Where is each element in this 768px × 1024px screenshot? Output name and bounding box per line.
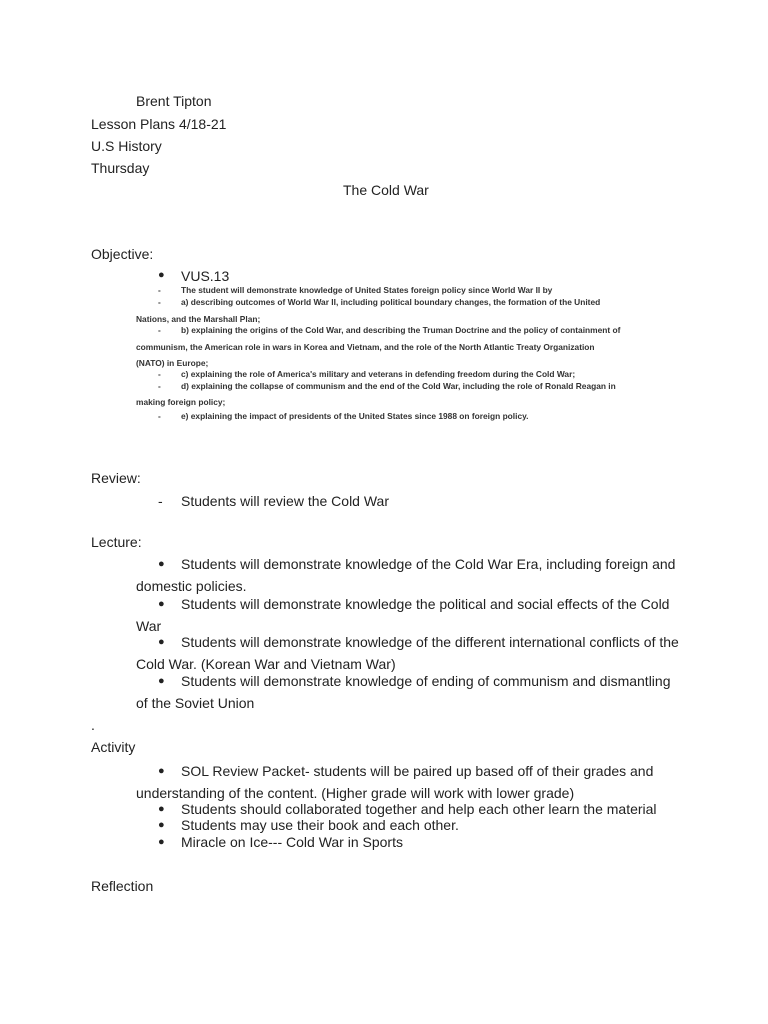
lecture-item: Students will demonstrate knowledge the political and social effects of the Cold xyxy=(181,596,670,612)
lecture-item-continued: War xyxy=(136,618,162,634)
document-title: The Cold War xyxy=(343,182,429,198)
objective-line: d) explaining the collapse of communism and the end of the Cold War, including the role of Ronald Reagan in xyxy=(181,381,616,391)
dash-marker: - xyxy=(158,411,161,421)
bullet-icon: ● xyxy=(158,269,165,281)
activity-item: Students may use their book and each other. xyxy=(181,817,459,833)
bullet-icon: ● xyxy=(158,675,165,687)
lecture-item-continued: domestic policies. xyxy=(136,578,247,594)
dash-marker: - xyxy=(158,285,161,295)
lecture-item: Students will demonstrate knowledge of the different international conflicts of the xyxy=(181,634,679,650)
objective-line: communism, the American role in wars in Korea and Vietnam, and the role of the North Atlantic Treaty Organization xyxy=(136,342,595,352)
objective-heading: Objective: xyxy=(91,246,154,262)
stray-period: . xyxy=(91,717,95,733)
lecture-item: Students will demonstrate knowledge of ending of communism and dismantling xyxy=(181,673,671,689)
objective-line: making foreign policy; xyxy=(136,397,226,407)
lecture-heading: Lecture: xyxy=(91,534,142,550)
objective-standard: VUS.13 xyxy=(181,268,230,284)
lecture-item-continued: Cold War. (Korean War and Vietnam War) xyxy=(136,656,396,672)
review-item: Students will review the Cold War xyxy=(181,493,390,509)
subject-line: U.S History xyxy=(91,138,162,154)
dash-marker: - xyxy=(158,369,161,379)
lesson-plan-dates: Lesson Plans 4/18-21 xyxy=(91,116,227,132)
objective-line: c) explaining the role of America's military and veterans in defending freedom during the Cold War; xyxy=(181,369,576,379)
lecture-item-continued: of the Soviet Union xyxy=(136,695,255,711)
reflection-heading: Reflection xyxy=(91,878,154,894)
bullet-icon: ● xyxy=(158,598,165,610)
activity-item: Miracle on Ice--- Cold War in Sports xyxy=(181,834,403,850)
review-heading: Review: xyxy=(91,470,141,486)
objective-line: The student will demonstrate knowledge of United States foreign policy since World War II by xyxy=(181,285,553,295)
dash-marker: - xyxy=(158,297,161,307)
dash-marker: - xyxy=(158,325,161,335)
objective-line: a) describing outcomes of World War II, including political boundary changes, the formation of the United xyxy=(181,297,601,307)
bullet-icon: ● xyxy=(158,636,165,648)
objective-line: e) explaining the impact of presidents of the United States since 1988 on foreign policy. xyxy=(181,411,529,421)
bullet-icon: ● xyxy=(158,558,165,570)
author-name: Brent Tipton xyxy=(136,93,212,109)
activity-item: Students should collaborated together and help each other learn the material xyxy=(181,801,657,817)
activity-item: SOL Review Packet- students will be paired up based off of their grades and xyxy=(181,763,654,779)
objective-line: Nations, and the Marshall Plan; xyxy=(136,314,261,324)
activity-heading: Activity xyxy=(91,739,136,755)
dash-marker: - xyxy=(158,381,161,391)
bullet-icon: ● xyxy=(158,803,165,815)
dash-marker: - xyxy=(158,493,163,509)
activity-item-continued: understanding of the content. (Higher grade will work with lower grade) xyxy=(136,785,575,801)
bullet-icon: ● xyxy=(158,765,165,777)
day-line: Thursday xyxy=(91,160,150,176)
objective-line: (NATO) in Europe; xyxy=(136,358,209,368)
objective-line: b) explaining the origins of the Cold War, and describing the Truman Doctrine and the policy of containment of xyxy=(181,325,621,335)
bullet-icon: ● xyxy=(158,836,165,848)
bullet-icon: ● xyxy=(158,819,165,831)
lecture-item: Students will demonstrate knowledge of the Cold War Era, including foreign and xyxy=(181,556,676,572)
